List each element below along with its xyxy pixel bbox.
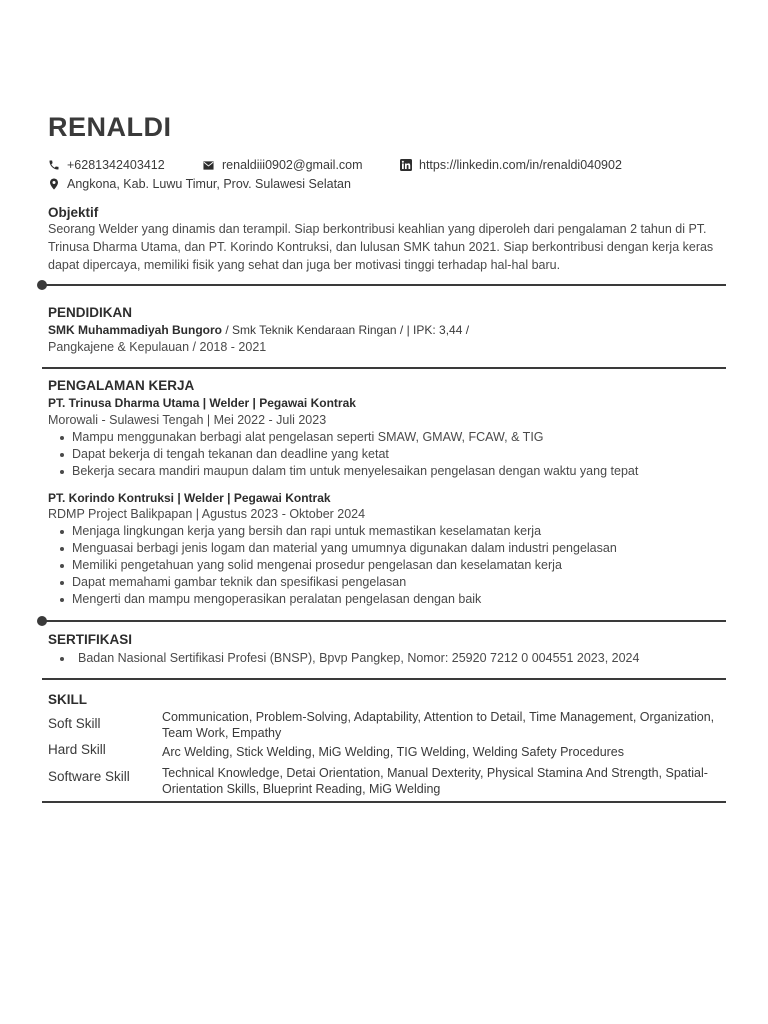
list-item: Menguasai berbagi jenis logam dan material yang umumnya digunakan dalam industri pengelasan [48,540,617,557]
skill-value-soft: Communication, Problem-Solving, Adaptability, Attention to Detail, Time Management, Organization, Team Work, Empathy [162,710,715,740]
list-item: Dapat bekerja di tengah tekanan dan deadline yang ketat [48,446,638,463]
location-icon [48,178,60,190]
divider-dot [37,616,47,626]
skill-value-software: Technical Knowledge, Detai Orientation, Manual Dexterity, Physical Stamina And Strength, Spatial-Orientation Skills, Blueprint Reading, MiG Welding [162,766,708,796]
candidate-name: RENALDI [48,112,172,142]
list-item: Mengerti dan mampu mengoperasikan peralatan pengelasan dengan baik [48,591,617,608]
certification-list [48,650,639,667]
list-item: Dapat memahami gambar teknik dan spesifikasi pengelasan [48,574,617,591]
skill-label-soft: Soft Skill [48,716,101,731]
list-item: Menjaga lingkungan kerja yang bersih dan rapi untuk memastikan keselamatan kerja [48,523,617,540]
job-location-period: Morowali - Sulawesi Tengah | Mei 2022 - Juli 2023 [48,413,327,427]
education-school-line [48,323,469,337]
education-school: SMK Muhammadiyah Bungoro [48,323,223,337]
address-contact [48,177,351,191]
education-heading: PENDIDIKAN [48,305,133,320]
education-details: / Smk Teknik Kendaraan Ringan / | IPK: 3,44 / [222,323,470,337]
skill-value-hard: Arc Welding, Stick Welding, MiG Welding, TIG Welding, Welding Safety Procedures [162,745,625,759]
list-item: Memiliki pengetahuan yang solid mengenai prosedur pengelasan dan keselamatan kerja [48,557,617,574]
job-location-period: RDMP Project Balikpapan | Agustus 2023 - Oktober 2024 [48,507,366,521]
section-divider [42,620,726,622]
phone-number: +6281342403412 [67,158,165,172]
job-header: PT. Trinusa Dharma Utama | Welder | Pegawai Kontrak [48,396,356,410]
section-divider [42,801,726,803]
section-divider [42,367,726,369]
job-bullets [48,523,617,608]
section-divider [42,678,726,680]
experience-heading: PENGALAMAN KERJA [48,378,195,393]
list-item: Bekerja secara mandiri maupun dalam tim untuk menyelesaikan pengelasan dengan waktu yang tepat [48,463,638,480]
job-header: PT. Korindo Kontruksi | Welder | Pegawai Kontrak [48,491,331,505]
linkedin-contact[interactable] [400,158,622,172]
objective-text: Seorang Welder yang dinamis dan terampil. Siap berkontribusi keahlian yang diperoleh dari pengalaman 2 tahun di PT. Trinusa Dharma Utama, dan PT. Korindo Kontruksi, dan lulusan SMK tahun 2021. Siap berkontribusi dengan kerja keras dapat dipercaya, memiliki fisik yang sehat dan juga ber motivasi tinggi terhadap hal-hal baru. [48,222,714,272]
phone-icon [48,159,60,171]
job-bullets [48,429,638,480]
phone-contact [48,158,165,172]
skill-label-software: Software Skill [48,769,130,784]
divider-dot [37,280,47,290]
linkedin-icon [400,159,412,171]
email-icon [202,160,215,171]
linkedin-url[interactable]: https://linkedin.com/in/renaldi040902 [419,158,622,172]
section-divider [42,284,726,286]
skill-label-hard: Hard Skill [48,742,106,757]
email-address[interactable]: renaldiii0902@gmail.com [222,158,363,172]
list-item: Badan Nasional Sertifikasi Profesi (BNSP), Bpvp Pangkep, Nomor: 25920 7212 0 004551 2023, 2024 [48,650,639,667]
skills-heading: SKILL [48,692,87,707]
address-text: Angkona, Kab. Luwu Timur, Prov. Sulawesi Selatan [67,177,351,191]
email-contact[interactable] [202,158,363,172]
list-item: Mampu menggunakan berbagi alat pengelasan seperti SMAW, GMAW, FCAW, & TIG [48,429,638,446]
certification-heading: SERTIFIKASI [48,632,133,647]
education-location-period: Pangkajene & Kepulauan / 2018 - 2021 [48,340,267,354]
objective-heading: Objektif [48,205,99,220]
